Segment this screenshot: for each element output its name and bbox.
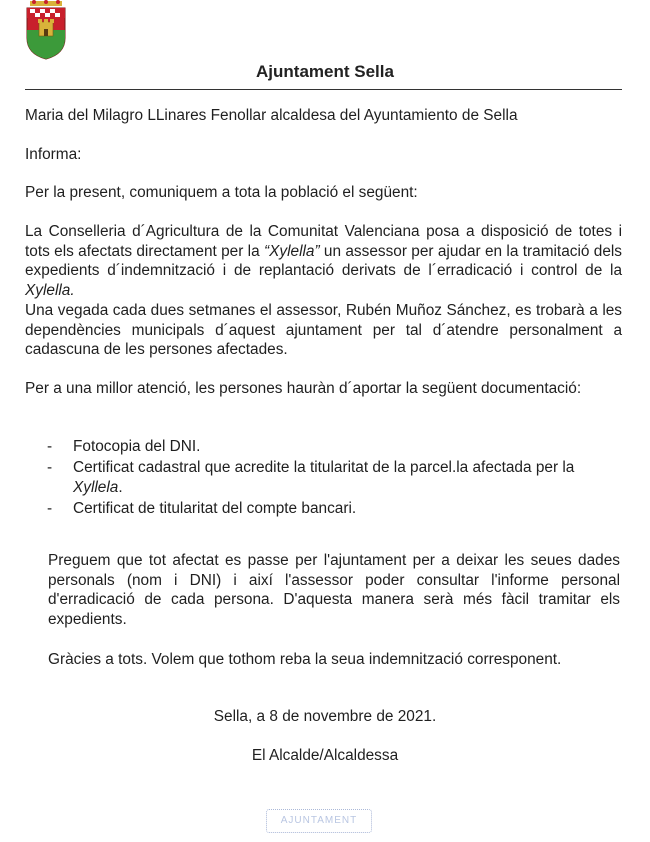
- present-line: Per la present, comuniquem a tota la població el següent:: [25, 184, 418, 201]
- bullet-bancari: Certificat de titularitat del compte bancari.: [73, 500, 357, 517]
- list-dash: -: [47, 459, 53, 476]
- xylella-quoted: “Xylella”: [264, 242, 320, 260]
- paragraph-conselleria-text-2: un assessor per ajudar en la tramitació dels expedients d´indemnització i de replantació derivats de l´erradicació i control de la: [25, 242, 623, 280]
- documents-list: [47, 437, 622, 520]
- coat-of-arms-logo: [24, 0, 68, 60]
- paragraph-conselleria-text-1: La Conselleria d´Agricultura de la Comunitat Valenciana posa a disposició de totes i tots els afectats directament per la: [25, 223, 622, 260]
- paragraph-assessor: Una vegada cada dues setmanes el assessor, Rubén Muñoz Sánchez, es trobarà a les dependències municipals d´aquest ajuntament per tal d´atendre personalment a cadascuna de les persones afectades.: [25, 302, 622, 359]
- signature-line: El Alcalde/Alcaldessa: [251, 747, 399, 764]
- page-title: Ajuntament Sella: [256, 62, 394, 81]
- list-item: [47, 458, 622, 498]
- paragraph-gracies: Gràcies a tots. Volem que tothom reba la seua indemnització corresponent.: [48, 651, 562, 668]
- date-line: Sella, a 8 de novembre de 2021.: [213, 708, 437, 725]
- paragraph-documentacio: Per a una millor atenció, les persones hauràn d´aportar la següent documentació:: [25, 380, 582, 397]
- bullet-cadastral: Certificat cadastral que acredite la titularitat de la parcel.la afectada per la: [73, 459, 575, 476]
- list-item: [47, 437, 622, 457]
- official-stamp: AJUNTAMENT: [266, 809, 372, 833]
- bullet-dni: Fotocopia del DNI.: [73, 438, 201, 455]
- informa-label: Informa:: [25, 146, 82, 163]
- paragraph-preguem: Preguem que tot afectat es passe per l'ajuntament per a deixar les seues dades personals (nom i DNI) i així l'assessor poder consultar l'informe personal d'erradicació de cada persona. D'aquesta manera serà més fàcil tramitar els expedients.: [48, 552, 620, 628]
- list-item: [47, 499, 622, 519]
- intro-line: Maria del Milagro LLinares Fenollar alcaldesa del Ayuntamiento de Sella: [25, 107, 518, 124]
- xylella-end: Xylella.: [25, 281, 75, 299]
- bullet-cadastral-end: .: [118, 479, 123, 496]
- list-dash: -: [47, 438, 53, 455]
- title-divider: [25, 89, 622, 90]
- paragraph-conselleria: [25, 222, 622, 300]
- bullet-cadastral-italic: Xyllela: [73, 479, 119, 496]
- list-dash: -: [47, 500, 53, 517]
